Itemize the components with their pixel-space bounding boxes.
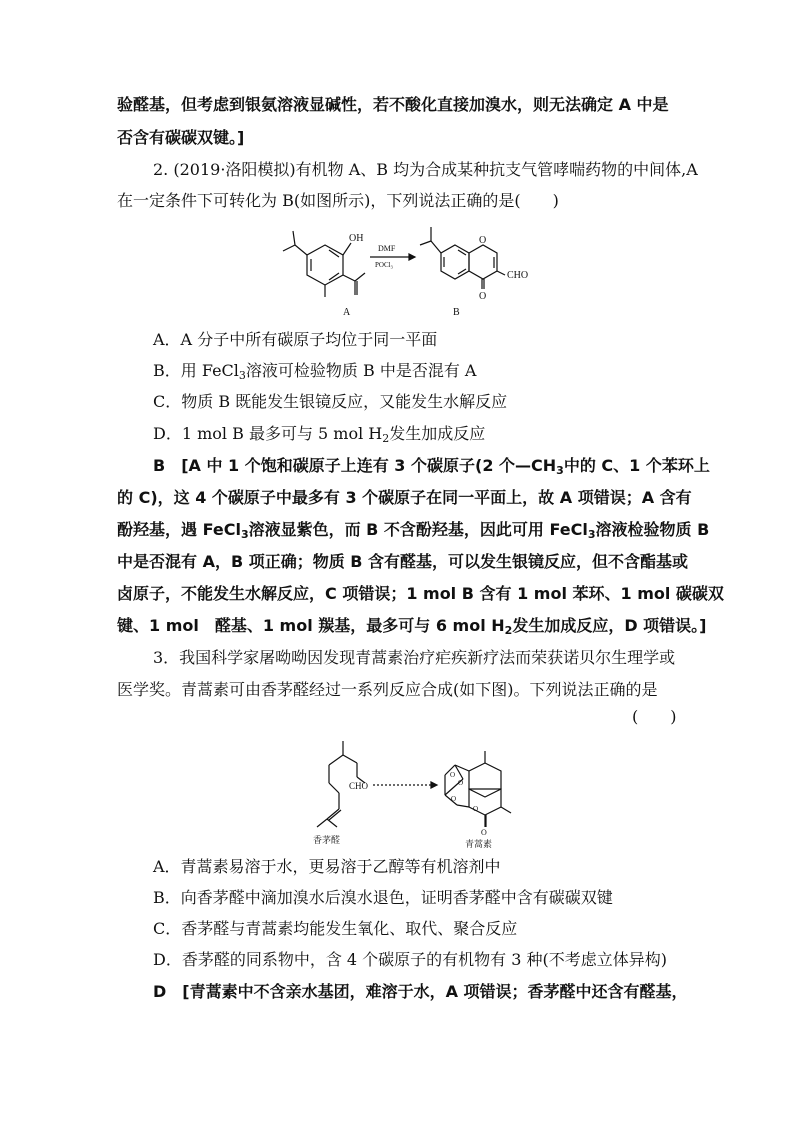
answer-explanation: 中是否混有 A，B 项正确；物质 B 含有醛基，可以发生银镜反应，但不含酯基或 [117,552,689,571]
oh-label: OH [349,233,364,244]
question-2-stem: 2. (2019·洛阳模拟)有机物 A、B 均为合成某种抗支气管哮喘药物的中间体,A [153,160,698,179]
lactone-o: O [473,805,479,813]
option-d: D．香茅醛的同系物中，含 4 个碳原子的有机物有 3 种(不考虑立体异构) [153,950,668,969]
option-a: A．青蒿素易溶于水，更易溶于乙醇等有机溶剂中 [153,857,501,876]
answer-explanation: 键、1 mol 醛基、1 mol 羰基，最多可与 6 mol $H_2$发生加成反应，D 项错误。] [117,616,707,637]
answer-paren: ( ) [632,707,677,726]
ring-o: O [479,235,487,246]
label-b: B [453,307,460,318]
answer-explanation: 的 C)，这 4 个碳原子中最多有 3 个碳原子在同一平面上，故 A 项错误；A 含有 [117,488,692,507]
option-c: C．物质 B 既能发生银镜反应，又能发生水解反应 [153,392,508,411]
reaction-figure-q3 [305,735,555,855]
answer-explanation: 酚羟基，遇 FeCl$_3$溶液显紫色，而 B 不含酚羟基，因此可用 FeCl$_3$溶液检验物质 B [117,520,710,541]
ether-o: O [451,795,457,803]
text-line: 否含有碳碳双键。] [117,128,245,147]
question-3-stem: 3．我国科学家屠呦呦因发现青蒿素治疗疟疾新疗法而荣获诺贝尔生理学或 [153,648,676,667]
question-2-stem: 在一定条件下可转化为 B(如图所示)，下列说法正确的是( ) [117,191,559,210]
option-b: B．向香茅醛中滴加溴水后溴水退色，证明香茅醛中含有碳碳双键 [153,888,613,907]
label-artemisinin: 青蒿素 [465,839,493,849]
text-line: 验醛基，但考虑到银氨溶液显碱性，若不酸化直接加溴水，则无法确定 A 中是 [117,95,669,114]
reaction-figure-q2 [255,215,555,320]
cho-label: CHO [507,270,529,281]
question-3-stem: 医学奖。青蒿素可由香茅醛经过一系列反应合成(如下图)。下列说法正确的是 [117,680,658,699]
carbonyl-o: O [481,828,487,837]
ketone-o: O [479,291,487,302]
cho-label: CHO [349,781,369,791]
benzene-ring-a [307,245,343,285]
option-b: B．用 FeCl$_3$溶液可检验物质 B 中是否混有 A [153,361,477,382]
label-citronellal: 香茅醛 [313,835,341,845]
answer-explanation: B [A 中 1 个饱和碳原子上连有 3 个碳原子(2 个$—CH_3$中的 C、1 个苯环上 [153,456,710,477]
benzene-ring-b [441,245,469,279]
peroxide-o: O [450,771,456,779]
option-a: A．A 分子中所有碳原子均位于同一平面 [153,330,438,349]
reagent-pocl3: POCl₃ [375,261,394,269]
peroxide-o: O [458,779,464,787]
reagent-dmf: DMF [378,244,396,253]
label-a: A [343,307,351,318]
option-d: D．1 mol B 最多可与 5 mol $H_2$发生加成反应 [153,424,486,445]
answer-explanation: 卤原子，不能发生水解反应，C 项错误；1 mol B 含有 1 mol 苯环、1 mol 碳碳双 [117,584,724,603]
answer-explanation: D [青蒿素中不含亲水基团，难溶于水，A 项错误；香茅醛中还含有醛基， [153,982,688,1001]
option-c: C．香茅醛与青蒿素均能发生氧化、取代、聚合反应 [153,919,518,938]
